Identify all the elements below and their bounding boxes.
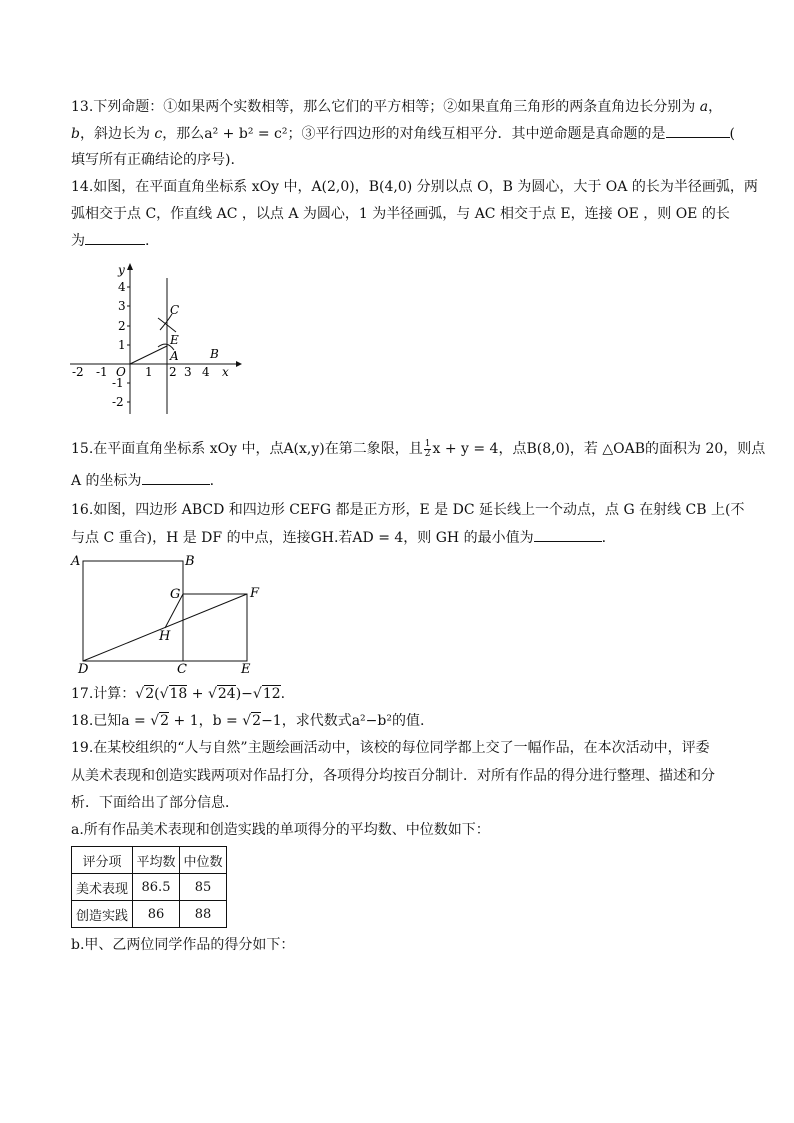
- y-tick: 2: [118, 319, 126, 333]
- q14-line-3: 为 .: [71, 230, 149, 251]
- x-tick: 1: [145, 365, 153, 379]
- q13-line-2: b，斜边长为 c，那么a² + b² = c²；③平行四边形的对角线互相平分．其中逆命题是真命题的是 (: [71, 123, 735, 144]
- table-cell: 85: [180, 874, 227, 901]
- point-d-label: D: [78, 662, 89, 676]
- q14-line-2: 弧相交于点 C，作直线 AC ，以点 A 为圆心，1 为半径画弧，与 AC 相交于点 E，连接 OE ，则 OE 的长: [71, 206, 730, 222]
- q19-line-1: 19.在某校组织的“人与自然”主题绘画活动中，该校的每位同学都上交了一幅作品，在本次活动中，评委: [71, 740, 710, 756]
- q15-answer-blank[interactable]: [142, 470, 210, 485]
- y-tick: 3: [118, 299, 126, 313]
- point-a-label: A: [170, 349, 179, 363]
- x-tick: 4: [202, 365, 210, 379]
- x-tick: 2: [169, 365, 177, 379]
- x-tick: -2: [72, 365, 84, 379]
- point-e-label: E: [241, 662, 251, 676]
- q18-line: 18.已知a = √2 + 1，b = √2−1，求代数式a²−b²的值.: [71, 713, 425, 729]
- point-e-label: E: [170, 333, 179, 347]
- q16-line-2: 与点 C 重合)，H 是 DF 的中点，连接GH.若AD = 4，则 GH 的最小值为 .: [71, 527, 606, 548]
- q16-line-1: 16.如图，四边形 ABCD 和四边形 CEFG 都是正方形，E 是 DC 延长线上一个动点，点 G 在射线 CB 上(不: [71, 502, 745, 518]
- table-cell: 86: [133, 901, 180, 928]
- point-b-label: B: [185, 554, 195, 569]
- table-row: [72, 874, 227, 901]
- q13-answer-blank[interactable]: [666, 123, 730, 138]
- point-g-label: G: [170, 587, 181, 602]
- point-h-label: H: [159, 629, 171, 644]
- q19-line-a: a.所有作品美术表现和创造实践的单项得分的平均数、中位数如下：: [71, 822, 490, 838]
- x-tick: -1: [96, 365, 108, 379]
- table-header-cell: 平均数: [133, 847, 180, 874]
- q15-fraction: $\frac{1}{2}$: [424, 438, 431, 459]
- point-a-label: A: [71, 554, 81, 569]
- q19-line-3: 析．下面给出了部分信息．: [71, 795, 239, 811]
- q13-formula: a² + b² = c²: [204, 126, 288, 142]
- q19-line-2: 从美术表现和创造实践两项对作品打分，各项得分均按百分制计．对所有作品的得分进行整理、描述和分: [71, 768, 715, 784]
- table-row: [72, 901, 227, 928]
- q15-line-2: A 的坐标为 .: [71, 470, 214, 491]
- table-cell: 88: [180, 901, 227, 928]
- q15-line-1: 15.在平面直角坐标系 xOy 中，点A(x,y)在第二象限，且 $\frac{1}{2}$ x + y = 4，点B(8,0)，若 △OAB的面积为 20，则点: [71, 438, 766, 459]
- x-tick: 3: [184, 365, 192, 379]
- y-tick: 1: [118, 338, 126, 352]
- table-cell: 创造实践: [72, 901, 133, 928]
- point-f-label: F: [250, 586, 260, 601]
- origin-label: O: [116, 365, 126, 379]
- y-tick: 4: [118, 280, 126, 294]
- table-cell: 美术表现: [72, 874, 133, 901]
- point-b-label: B: [210, 347, 219, 361]
- table-header-row: [72, 847, 227, 874]
- y-tick: -2: [112, 395, 124, 409]
- q19-line-b: b.甲、乙两位同学作品的得分如下：: [71, 937, 295, 953]
- point-c-label: C: [177, 662, 187, 676]
- q16-square-figure: [66, 552, 266, 676]
- q17-line: 17.计算：√2(√18 + √24)−√12.: [71, 686, 286, 702]
- q16-answer-blank[interactable]: [534, 527, 602, 542]
- table-cell: 86.5: [133, 874, 180, 901]
- q13-line-3: 填写所有正确结论的序号).: [71, 152, 235, 168]
- table-header-cell: 评分项: [72, 847, 133, 874]
- table-header-cell: 中位数: [180, 847, 227, 874]
- q13-line-1: 13.下列命题：①如果两个实数相等，那么它们的平方相等；②如果直角三角形的两条直角边长分别为 a，: [71, 99, 723, 115]
- q14-line-1: 14.如图，在平面直角坐标系 xOy 中，A(2,0)，B(4,0) 分别以点 O，B 为圆心，大于 OA 的长为半径画弧，两: [71, 179, 758, 195]
- y-axis-label: y: [118, 263, 125, 277]
- scores-table: [71, 846, 227, 928]
- q14-coordinate-figure: [66, 258, 246, 418]
- y-tick: -1: [112, 376, 124, 390]
- x-axis-label: x: [222, 365, 229, 379]
- q14-answer-blank[interactable]: [85, 230, 145, 245]
- point-c-label: C: [170, 303, 180, 317]
